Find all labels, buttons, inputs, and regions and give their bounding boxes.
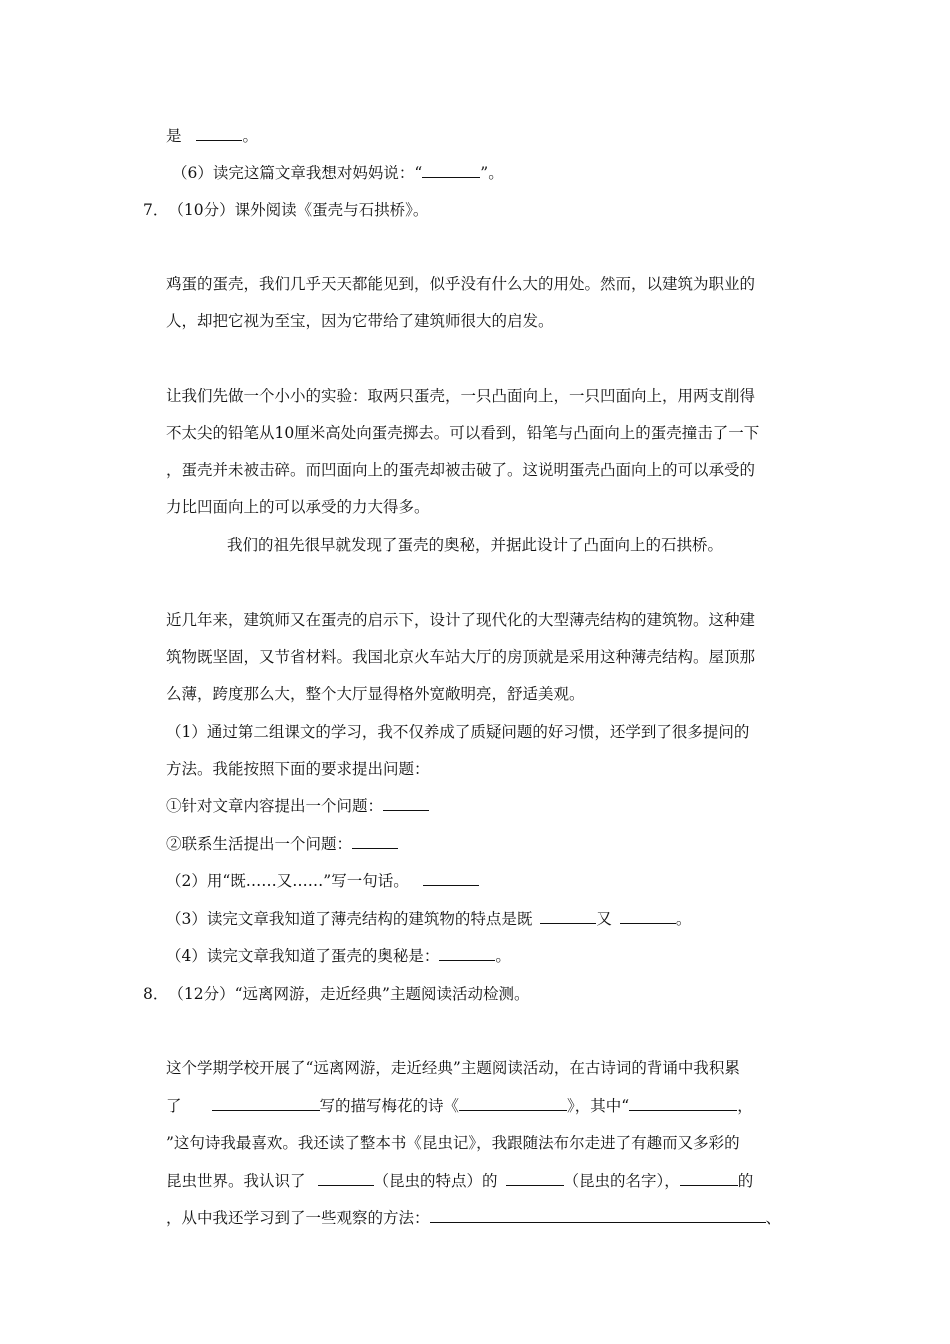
text: （昆虫的名字）， [563, 1172, 680, 1190]
q8-heading [143, 984, 529, 1004]
q8-line4 [166, 1171, 753, 1191]
text: ， [737, 1097, 753, 1115]
prev-q6 [172, 163, 504, 183]
q8-line3: ”这句诗我最喜欢。我还读了整本书《昆虫记》，我跟随法布尔走进了有趣而又多彩的 [166, 1134, 740, 1152]
q7-p1-line2: 人，却把它视为至宝，因为它带给了建筑师很大的启发。 [166, 312, 554, 330]
text: 。 [242, 127, 258, 145]
q7-s1-line2: 方法。我能按照下面的要求提出问题： [166, 760, 430, 778]
answer-blank[interactable] [196, 126, 242, 141]
text: 是 [166, 127, 182, 145]
answer-blank[interactable] [423, 871, 479, 886]
q7-s1b [166, 834, 398, 854]
q7-p4-line3: 么薄，跨度那么大，整个大厅显得格外宽敞明亮，舒适美观。 [166, 685, 585, 703]
q8-line5 [166, 1208, 781, 1228]
answer-blank[interactable] [422, 163, 480, 178]
answer-blank[interactable] [383, 796, 429, 811]
question-number: 7． [143, 201, 169, 219]
text: 。 [495, 947, 511, 965]
text: （2）用“既……又……”写一句话。 [166, 872, 409, 890]
question-number: 8． [143, 985, 169, 1003]
text: 。 [675, 910, 692, 928]
question-title: （10分）课外阅读《蛋壳与石拱桥》。 [168, 201, 429, 219]
answer-blank[interactable] [629, 1096, 737, 1111]
q7-heading [143, 200, 428, 220]
q7-p1-line1: 鸡蛋的蛋壳，我们几乎天天都能见到，似乎没有什么大的用处。然而，以建筑为职业的 [166, 275, 756, 293]
answer-blank[interactable] [212, 1096, 320, 1111]
q7-p2-line3: ，蛋壳并未被击碎。而凹面向上的蛋壳却被击破了。这说明蛋壳凸面向上的可以承受的 [166, 461, 756, 479]
q7-p4-line2: 筑物既坚固，又节省材料。我国北京火车站大厅的房顶就是采用这种薄壳结构。屋顶那 [166, 648, 756, 666]
text: （3）读完文章我知道了薄壳结构的建筑物的特点是既 [166, 910, 533, 928]
text: 昆虫世界。我认识了 [166, 1172, 306, 1190]
answer-blank[interactable] [352, 834, 398, 849]
question-title: （12分）“远离网游，走近经典”主题阅读活动检测。 [168, 985, 530, 1003]
text: 》，其中“ [567, 1097, 630, 1115]
answer-blank[interactable] [680, 1171, 738, 1186]
q7-p4-line1: 近几年来，建筑师又在蛋壳的启示下，设计了现代化的大型薄壳结构的建筑物。这种建 [166, 611, 756, 629]
text: （6）读完这篇文章我想对妈妈说：“ [172, 164, 423, 182]
answer-blank[interactable] [439, 946, 495, 961]
text: （4）读完文章我知道了蛋壳的奥秘是： [166, 947, 440, 965]
text: 又 [596, 910, 612, 928]
text: ”。 [480, 164, 504, 182]
q7-s1-line1: （1）通过第二组课文的学习，我不仅养成了质疑问题的好习惯，还学到了很多提问的 [166, 723, 750, 741]
answer-blank[interactable] [459, 1096, 567, 1111]
answer-blank[interactable] [540, 909, 596, 924]
answer-blank[interactable] [506, 1171, 564, 1186]
text: ，从中我还学习到了一些观察的方法： [166, 1209, 430, 1227]
text: 的 [737, 1172, 754, 1190]
text: ②联系生活提出一个问题： [166, 835, 353, 853]
text: （昆虫的特点）的 [373, 1172, 498, 1190]
answer-blank[interactable] [430, 1208, 766, 1223]
q7-p2-line4: 力比凹面向上的可以承受的力大得多。 [166, 498, 430, 516]
q7-p2-line2: 不太尖的铅笔从10厘米高处向蛋壳掷去。可以看到，铅笔与凸面向上的蛋壳撞击了一下 [166, 424, 760, 442]
q8-line1: 这个学期学校开展了“远离网游，走近经典”主题阅读活动，在古诗词的背诵中我积累 [166, 1059, 740, 1077]
answer-blank[interactable] [318, 1171, 374, 1186]
text: 、 [765, 1209, 782, 1227]
text: 了 [166, 1097, 182, 1115]
text: ①针对文章内容提出一个问题： [166, 797, 384, 815]
q7-s1a [166, 796, 429, 816]
q7-p3: 我们的祖先很早就发现了蛋壳的奥秘，并据此设计了凸面向上的石拱桥。 [227, 536, 724, 554]
prev-line-1 [166, 126, 258, 146]
answer-blank[interactable] [620, 909, 676, 924]
q7-s3 [166, 909, 691, 929]
q7-p2-line1: 让我们先做一个小小的实验：取两只蛋壳，一只凸面向上，一只凹面向上，用两支削得 [166, 387, 756, 405]
text: 写的描写梅花的诗《 [319, 1097, 460, 1115]
q7-s2 [166, 871, 479, 891]
q8-line2 [166, 1096, 753, 1116]
q7-s4 [166, 946, 511, 966]
